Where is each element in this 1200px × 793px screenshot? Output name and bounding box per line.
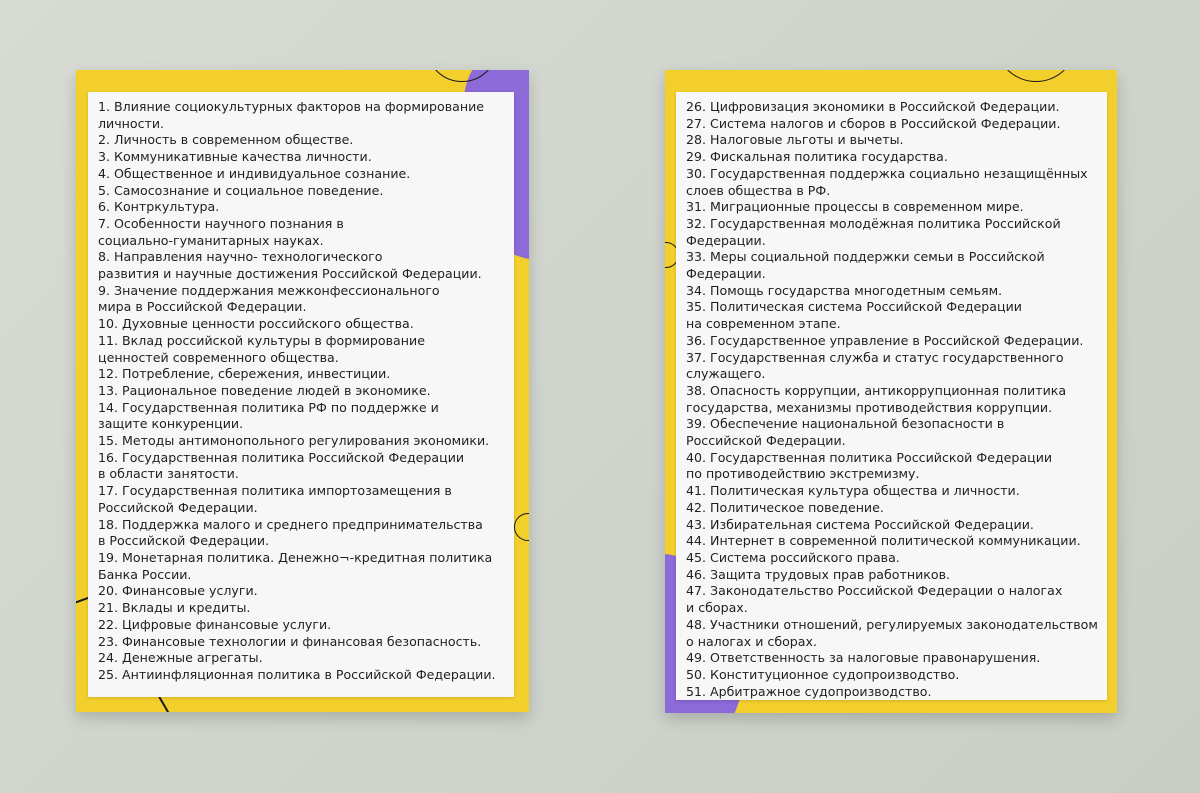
topic-item: 2. Личность в современном обществе. [98, 132, 354, 148]
topic-item: 3. Коммуникативные качества личности. [98, 149, 372, 165]
topic-item: 39. Обеспечение национальной безопасности в Российской Федерации. [686, 416, 1005, 449]
topic-item: 46. Защита трудовых прав работников. [686, 566, 950, 582]
topic-item: 51. Арбитражное судопроизводство. [686, 683, 932, 699]
topic-item: 47. Законодательство Российской Федерации о налогах и сборах. [686, 583, 1063, 616]
topic-item: 18. Поддержка малого и среднего предпринимательства в Российской Федерации. [98, 516, 483, 549]
topic-item: 36. Государственное управление в Российской Федерации. [686, 332, 1084, 348]
topic-item: 1. Влияние социокультурных факторов на формирование личности. [98, 99, 485, 131]
topic-item: 10. Духовные ценности российского общества. [98, 316, 414, 332]
topic-item: 13. Рациональное поведение людей в экономике. [98, 382, 431, 398]
topic-list-left [88, 92, 514, 684]
topic-item: 7. Особенности научного познания в социально-гуманитарных науках. [98, 215, 344, 248]
black-ring-decoration [514, 513, 529, 541]
black-arc-decoration [995, 70, 1077, 82]
topic-item: 4. Общественное и индивидуальное сознание. [98, 165, 411, 181]
topic-item: 25. Антиинфляционная политика в Российской Федерации. [98, 666, 496, 682]
topic-item: 48. Участники отношений, регулируемых законодательством о налогах и сборах. [686, 616, 1098, 649]
topic-item: 21. Вклады и кредиты. [98, 600, 251, 616]
topic-item: 33. Меры социальной поддержки семьи в Российской Федерации. [686, 249, 1045, 282]
topic-item: 12. Потребление, сбережения, инвестиции. [98, 366, 391, 382]
topic-item: 11. Вклад российской культуры в формирование ценностей современного общества. [98, 332, 425, 365]
topic-item: 41. Политическая культура общества и личности. [686, 483, 1020, 499]
topic-item: 5. Самосознание и социальное поведение. [98, 182, 384, 198]
topic-item: 17. Государственная политика импортозамещения в Российской Федерации. [98, 483, 452, 515]
topic-item: 30. Государственная поддержка социально незащищённых слоев общества в РФ. [686, 165, 1088, 198]
topic-item: 34. Помощь государства многодетным семьям. [686, 282, 1003, 298]
topic-item: 26. Цифровизация экономики в Российской Федерации. [686, 99, 1060, 114]
left-sheet [76, 70, 529, 712]
topic-item: 50. Конституционное судопроизводство. [686, 666, 960, 682]
topic-item: 35. Политическая система Российской Федерации на современном этапе. [686, 299, 1022, 332]
topic-item: 44. Интернет в современной политической коммуникации. [686, 533, 1081, 549]
topic-item: 20. Финансовые услуги. [98, 583, 258, 599]
topic-item: 19. Монетарная политика. Денежно¬-кредитная политика Банка России. [98, 549, 493, 582]
topic-list-right [676, 92, 1107, 700]
topic-item: 8. Направления научно- технологического развития и научные достижения Российской Федерации. [98, 249, 482, 282]
topic-item: 15. Методы антимонопольного регулирования экономики. [98, 433, 490, 449]
topic-item: 37. Государственная служба и статус государственного служащего. [686, 349, 1064, 382]
topic-item: 40. Государственная политика Российской Федерации по противодействию экстремизму. [686, 449, 1053, 482]
topic-item: 23. Финансовые технологии и финансовая безопасность. [98, 633, 482, 649]
topic-item: 28. Налоговые льготы и вычеты. [686, 132, 904, 148]
topic-item: 22. Цифровые финансовые услуги. [98, 616, 332, 632]
topic-item: 6. Контркультура. [98, 199, 220, 215]
topic-item: 9. Значение поддержания межконфессионального мира в Российской Федерации. [98, 282, 440, 315]
topic-item: 45. Система российского права. [686, 549, 900, 565]
topic-item: 14. Государственная политика РФ по поддержке и защите конкуренции. [98, 399, 439, 432]
topic-item: 49. Ответственность за налоговые правонарушения. [686, 650, 1041, 666]
topic-item: 31. Миграционные процессы в современном мире. [686, 199, 1024, 215]
topic-item: 24. Денежные агрегаты. [98, 650, 263, 666]
left-topic-panel [88, 92, 514, 697]
topic-item: 42. Политическое поведение. [686, 499, 884, 515]
topic-item: 32. Государственная молодёжная политика Российской Федерации. [686, 215, 1061, 248]
topic-item: 43. Избирательная система Российской Федерации. [686, 516, 1034, 532]
topic-item: 38. Опасность коррупции, антикоррупционная политика государства, механизмы противодействия коррупции. [686, 382, 1067, 415]
topic-item: 16. Государственная политика Российской Федерации в области занятости. [98, 449, 465, 482]
topic-item: 27. Система налогов и сборов в Российской Федерации. [686, 115, 1061, 131]
right-sheet [665, 70, 1117, 713]
topic-item: 29. Фискальная политика государства. [686, 149, 948, 165]
right-topic-panel [676, 92, 1107, 700]
